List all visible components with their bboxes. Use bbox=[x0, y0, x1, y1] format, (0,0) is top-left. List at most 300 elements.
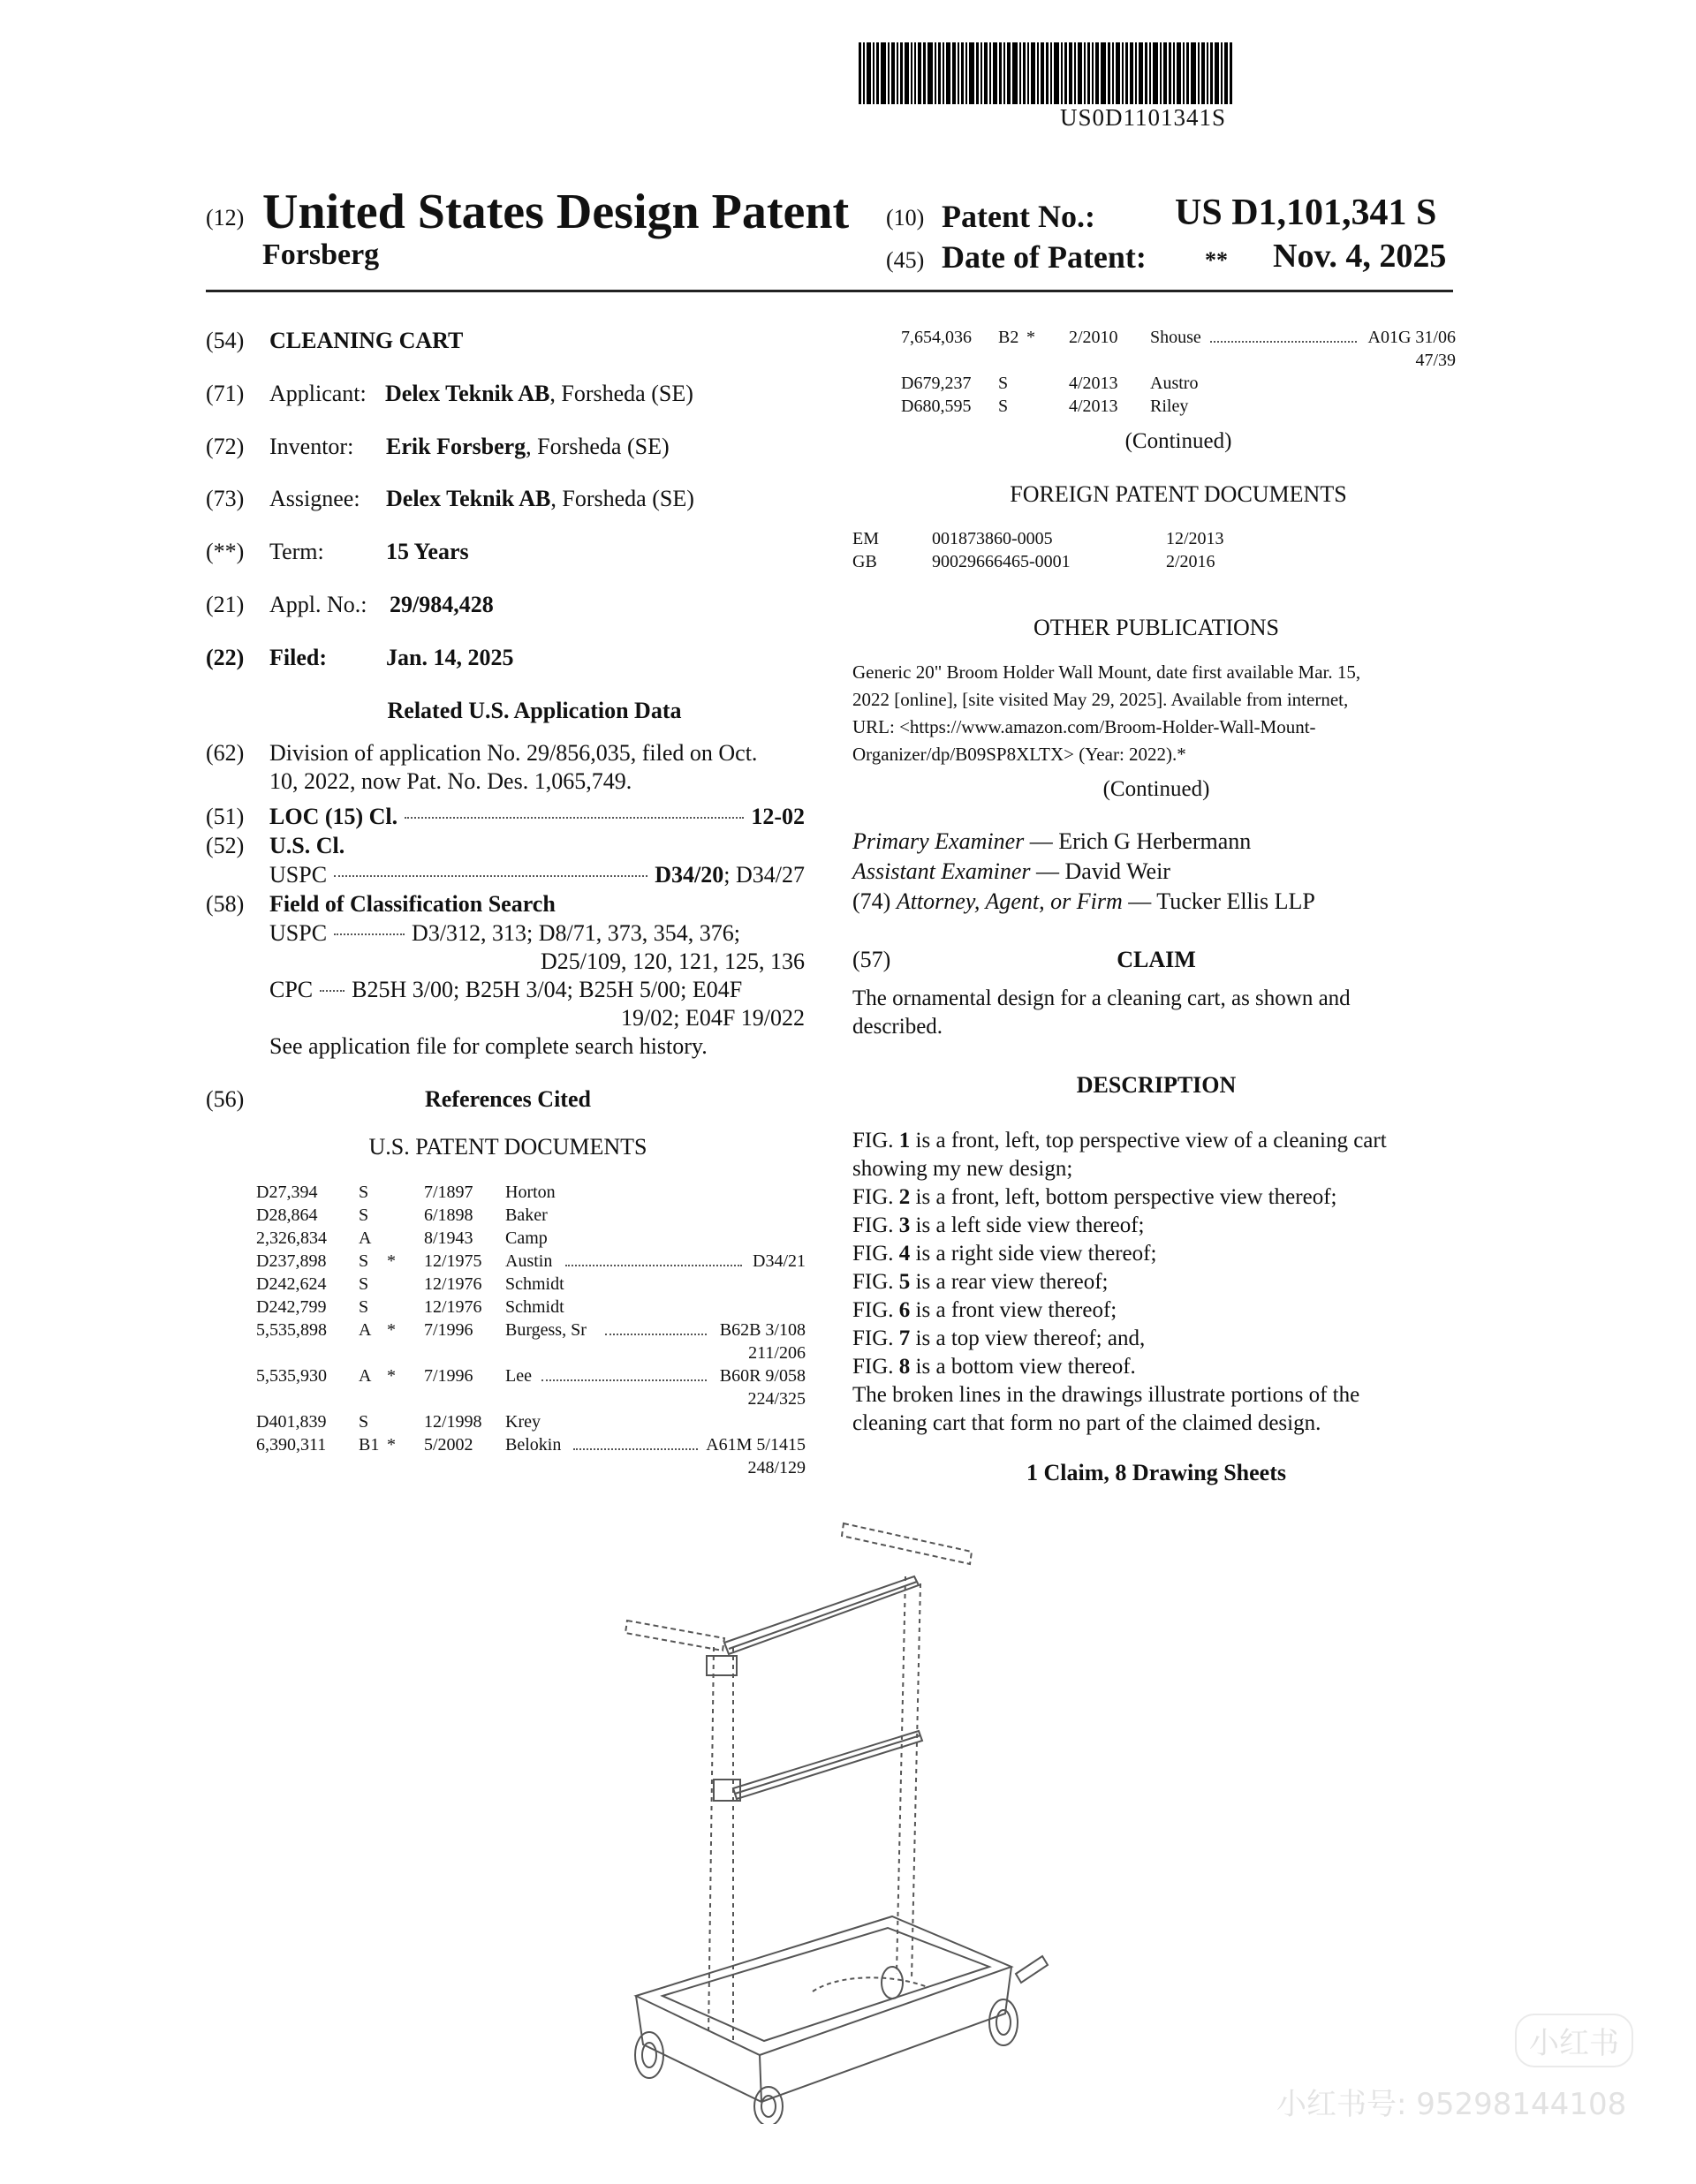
barcode-bar bbox=[1019, 42, 1021, 104]
search-uspc-label: USPC bbox=[269, 920, 328, 946]
barcode-bar bbox=[863, 42, 865, 104]
reference-examiner-mark: * bbox=[387, 1366, 396, 1386]
us-class-label: U.S. Cl. bbox=[269, 833, 345, 858]
barcode-bar bbox=[900, 42, 903, 104]
assistant-examiner-name: — David Weir bbox=[1030, 858, 1170, 884]
claim-text-line-1: The ornamental design for a cleaning cart, as shown and bbox=[852, 986, 1351, 1010]
leader-dots bbox=[334, 933, 405, 935]
reference-kind: A bbox=[359, 1320, 372, 1340]
description-line bbox=[852, 1409, 1456, 1438]
foreign-number: 90029666465-0001 bbox=[932, 552, 1071, 571]
reference-row bbox=[256, 1321, 806, 1344]
reference-number: 5,535,898 bbox=[256, 1320, 327, 1340]
reference-examiner-mark: * bbox=[387, 1320, 396, 1340]
reference-number: 2,326,834 bbox=[256, 1228, 327, 1248]
reference-name: Schmidt bbox=[505, 1297, 564, 1317]
barcode-bar bbox=[976, 42, 979, 104]
applicant-field bbox=[206, 380, 693, 409]
barcode-bar bbox=[1050, 42, 1052, 104]
reference-date: 2/2010 bbox=[1069, 328, 1118, 347]
field-code: (58) bbox=[206, 891, 245, 917]
inventor-surname: Forsberg bbox=[262, 238, 380, 271]
basin bbox=[636, 1916, 1011, 2102]
foreign-references bbox=[852, 530, 1456, 583]
barcode-bar bbox=[938, 42, 941, 104]
fig-caption: is a front view thereof; bbox=[910, 1298, 1117, 1322]
leader-dots bbox=[541, 1379, 707, 1381]
reference-class: A01G 31/06 bbox=[1367, 328, 1456, 347]
foreign-reference-row bbox=[852, 530, 1456, 553]
field-code: (72) bbox=[206, 434, 245, 459]
barcode-bar bbox=[876, 42, 879, 104]
fig-caption: cleaning cart that form no part of the claimed design. bbox=[852, 1411, 1321, 1435]
barcode-bar bbox=[873, 42, 874, 104]
barcode-bar bbox=[1027, 42, 1029, 104]
primary-examiner-label: Primary Examiner bbox=[852, 828, 1025, 854]
wheels bbox=[635, 1967, 1018, 2124]
foreign-country: EM bbox=[852, 529, 879, 548]
barcode-bar bbox=[958, 42, 959, 104]
us-patent-documents-heading: U.S. PATENT DOCUMENTS bbox=[368, 1134, 647, 1160]
field-code: (22) bbox=[206, 645, 245, 670]
document-type-title: United States Design Patent bbox=[262, 185, 850, 239]
publication-line: Organizer/dp/B09SP8XLTX> (Year: 2022).* bbox=[852, 744, 1186, 765]
continued-marker-1: (Continued) bbox=[1124, 429, 1232, 453]
reference-row bbox=[901, 374, 1456, 397]
publication-line: Generic 20" Broom Holder Wall Mount, date first available Mar. 15, bbox=[852, 661, 1361, 683]
reference-number: D237,898 bbox=[256, 1251, 327, 1271]
fig-caption: The broken lines in the drawings illustrate portions of the bbox=[852, 1383, 1360, 1407]
reference-number: D28,864 bbox=[256, 1205, 318, 1225]
barcode-bar bbox=[952, 42, 956, 104]
reference-row bbox=[256, 1436, 806, 1459]
barcode-bar bbox=[881, 42, 886, 104]
filed-field bbox=[206, 644, 513, 673]
barcode-bar bbox=[1130, 42, 1133, 104]
barcode-bar bbox=[918, 42, 921, 104]
barcode-bar bbox=[1095, 42, 1099, 104]
header-rule bbox=[206, 290, 1453, 292]
reference-kind: S bbox=[359, 1205, 369, 1225]
reference-row bbox=[256, 1275, 806, 1298]
reference-name: Riley bbox=[1150, 397, 1189, 416]
watermark-id: 小红书号: 95298144108 bbox=[1276, 2087, 1627, 2122]
fig-prefix: FIG. bbox=[852, 1298, 899, 1322]
fig-number: 1 bbox=[898, 1129, 911, 1152]
reference-date: 7/1897 bbox=[424, 1183, 473, 1202]
barcode-bar bbox=[1210, 42, 1213, 104]
barcode-bar bbox=[1046, 42, 1049, 104]
foreign-number: 001873860-0005 bbox=[932, 529, 1053, 548]
reference-kind: B1 bbox=[359, 1435, 380, 1455]
barcode-bar bbox=[984, 42, 988, 104]
barcode-bar bbox=[1186, 42, 1189, 104]
primary-examiner bbox=[852, 828, 1251, 857]
date-of-patent: Nov. 4, 2025 bbox=[1273, 238, 1447, 275]
barcode-bar bbox=[1101, 42, 1106, 104]
barcode-bar bbox=[989, 42, 991, 104]
inventor-location: , Forsheda (SE) bbox=[526, 434, 670, 459]
barcode-bar bbox=[1149, 42, 1151, 104]
fig-number: 3 bbox=[898, 1213, 911, 1237]
fig-prefix: FIG. bbox=[852, 1242, 899, 1266]
division-field bbox=[206, 739, 757, 768]
barcode-number: US0D1101341S bbox=[1060, 104, 1227, 131]
reference-kind: A bbox=[359, 1366, 372, 1386]
fig-prefix: FIG. bbox=[852, 1129, 899, 1152]
uspc-main-class: D34/20 bbox=[655, 862, 724, 888]
claim-text-line-2: described. bbox=[852, 1015, 943, 1039]
barcode-bar bbox=[1003, 42, 1005, 104]
reference-number: 7,654,036 bbox=[901, 328, 972, 347]
fig-prefix: FIG. bbox=[852, 1355, 899, 1379]
field-code: (**) bbox=[206, 539, 245, 564]
claim-heading: CLAIM bbox=[1117, 947, 1196, 972]
us-class-field bbox=[206, 832, 344, 861]
uspc-class-row bbox=[269, 861, 805, 890]
leader-dots bbox=[565, 1265, 742, 1266]
reference-kind: S bbox=[998, 397, 1009, 416]
barcode-bar bbox=[1007, 42, 1011, 104]
barcode-bar bbox=[1023, 42, 1026, 104]
reference-number: 6,390,311 bbox=[256, 1435, 327, 1455]
search-cpc-line-1: B25H 3/00; B25H 3/04; B25H 5/00; E04F bbox=[352, 977, 743, 1002]
field-code: (52) bbox=[206, 833, 245, 858]
reference-row bbox=[256, 1183, 806, 1206]
fig-caption: is a bottom view thereof. bbox=[910, 1355, 1136, 1379]
fig-caption: is a front, left, bottom perspective view thereof; bbox=[910, 1185, 1337, 1209]
barcode-bar bbox=[867, 42, 871, 104]
leader-dots bbox=[405, 817, 744, 819]
attorney-label: Attorney, Agent, or Firm bbox=[896, 888, 1123, 914]
barcode-bar bbox=[1160, 42, 1162, 104]
reference-name: Horton bbox=[505, 1183, 556, 1202]
appl-no-value: 29/984,428 bbox=[390, 592, 494, 617]
foreign-reference-row bbox=[852, 553, 1456, 576]
fig-number: 6 bbox=[898, 1298, 911, 1322]
filed-value: Jan. 14, 2025 bbox=[386, 645, 514, 670]
search-cpc-line-2: 19/02; E04F 19/022 bbox=[620, 1005, 805, 1031]
date-term-mark: ** bbox=[1205, 247, 1228, 273]
barcode-bar bbox=[1054, 42, 1059, 104]
fig-prefix: FIG. bbox=[852, 1213, 899, 1237]
barcode-bar bbox=[946, 42, 950, 104]
reference-date: 5/2002 bbox=[424, 1435, 473, 1455]
leader-dots bbox=[334, 875, 647, 877]
title-field bbox=[206, 327, 463, 356]
barcode-bar bbox=[1230, 42, 1232, 104]
reference-date: 12/1998 bbox=[424, 1412, 482, 1432]
reference-name: Schmidt bbox=[505, 1274, 564, 1294]
barcode-bar bbox=[1198, 42, 1200, 104]
barcode-bar bbox=[1221, 42, 1223, 104]
upper-rail bbox=[724, 1576, 919, 1654]
inventor-field bbox=[206, 433, 670, 462]
barcode-bar bbox=[1173, 42, 1175, 104]
uspc-label: USPC bbox=[269, 862, 328, 888]
reference-number: D679,237 bbox=[901, 374, 972, 393]
description-line bbox=[852, 1127, 1456, 1155]
reference-name: Lee bbox=[505, 1366, 532, 1386]
appl-no-label: Appl. No.: bbox=[269, 592, 367, 617]
description-line bbox=[852, 1155, 1456, 1183]
barcode-bar bbox=[1207, 42, 1208, 104]
references-cited-heading: References Cited bbox=[425, 1086, 591, 1112]
leader-dots bbox=[1210, 341, 1357, 343]
reference-date: 7/1996 bbox=[424, 1366, 473, 1386]
barcode-bar bbox=[980, 42, 982, 104]
fig-caption: is a left side view thereof; bbox=[910, 1213, 1145, 1237]
patent-no-label: Patent No.: bbox=[942, 199, 1095, 234]
description-line bbox=[852, 1183, 1456, 1212]
reference-row bbox=[256, 1413, 806, 1436]
fig-caption: showing my new design; bbox=[852, 1157, 1073, 1181]
barcode-bar bbox=[1087, 42, 1090, 104]
barcode-bar bbox=[1153, 42, 1158, 104]
barcode-bar bbox=[969, 42, 974, 104]
applicant-label: Applicant: bbox=[269, 381, 367, 406]
reference-date: 4/2013 bbox=[1069, 397, 1118, 416]
reference-name: Camp bbox=[505, 1228, 548, 1248]
description-line bbox=[852, 1325, 1456, 1353]
barcode-bar bbox=[1201, 42, 1205, 104]
applicant-name: Delex Teknik AB bbox=[385, 381, 550, 406]
search-uspc-line-2: D25/109, 120, 121, 125, 136 bbox=[541, 948, 805, 974]
reference-row bbox=[256, 1229, 806, 1252]
reference-name: Burgess, Sr bbox=[505, 1320, 587, 1340]
term-label: Term: bbox=[269, 539, 324, 564]
foreign-documents-heading: FOREIGN PATENT DOCUMENTS bbox=[1010, 481, 1347, 507]
description-heading: DESCRIPTION bbox=[1076, 1072, 1237, 1098]
reference-kind: S bbox=[359, 1412, 369, 1432]
inventor-label: Inventor: bbox=[269, 434, 354, 459]
continued-references bbox=[901, 329, 1456, 426]
reference-row bbox=[901, 397, 1456, 420]
search-field bbox=[206, 890, 556, 919]
description-line bbox=[852, 1296, 1456, 1325]
publication-line: 2022 [online], [site visited May 29, 2025]. Available from internet, bbox=[852, 689, 1349, 710]
leader-dots bbox=[605, 1334, 707, 1335]
primary-examiner-name: — Erich G Herbermann bbox=[1024, 828, 1252, 854]
barcode-bar bbox=[1224, 42, 1228, 104]
fig-caption: is a top view thereof; and, bbox=[910, 1326, 1146, 1350]
term-field bbox=[206, 538, 469, 567]
field-code: (71) bbox=[206, 381, 245, 406]
barcode-bar bbox=[1177, 42, 1181, 104]
barcode-bar bbox=[928, 42, 933, 104]
reference-kind: B2 bbox=[998, 328, 1019, 347]
division-line-1: Division of application No. 29/856,035, filed on Oct. bbox=[269, 740, 758, 766]
fig-number: 7 bbox=[898, 1326, 911, 1350]
assistant-examiner-label: Assistant Examiner bbox=[852, 858, 1031, 884]
barcode-bar bbox=[905, 42, 909, 104]
reference-number: 5,535,930 bbox=[256, 1366, 327, 1386]
reference-kind: S bbox=[359, 1183, 369, 1202]
barcode-bar bbox=[1125, 42, 1128, 104]
code-12: (12) bbox=[206, 205, 245, 230]
reference-class: B62B 3/108 bbox=[719, 1320, 806, 1340]
barcode-bar bbox=[935, 42, 936, 104]
reference-examiner-mark: * bbox=[387, 1435, 396, 1455]
description-line bbox=[852, 1212, 1456, 1240]
assignee-name: Delex Teknik AB bbox=[386, 486, 551, 511]
date-of-patent-label: Date of Patent: bbox=[942, 239, 1147, 275]
reference-class-secondary: 224/325 bbox=[747, 1389, 806, 1409]
loc-class-label: LOC (15) Cl. bbox=[269, 804, 398, 829]
reference-class: A61M 5/1415 bbox=[706, 1435, 806, 1455]
barcode-bar bbox=[961, 42, 964, 104]
upper-bracket bbox=[707, 1656, 737, 1675]
continued-marker-2: (Continued) bbox=[1102, 777, 1210, 801]
reference-kind: A bbox=[359, 1228, 372, 1248]
fig-number: 8 bbox=[898, 1355, 911, 1379]
barcode-bar bbox=[891, 42, 895, 104]
barcode-bar bbox=[1169, 42, 1171, 104]
reference-row bbox=[256, 1298, 806, 1321]
attorney-name: — Tucker Ellis LLP bbox=[1122, 888, 1315, 914]
barcode-bar bbox=[1116, 42, 1120, 104]
field-code: (62) bbox=[206, 740, 245, 766]
field-code: (51) bbox=[206, 804, 245, 829]
other-publications bbox=[852, 659, 1456, 768]
appl-no-field bbox=[206, 591, 494, 620]
description-line bbox=[852, 1268, 1456, 1296]
barcode-bar bbox=[1074, 42, 1076, 104]
search-uspc-row bbox=[269, 919, 805, 948]
barcode-bar bbox=[1145, 42, 1147, 104]
applicant-location: , Forsheda (SE) bbox=[549, 381, 693, 406]
barcode-bar bbox=[999, 42, 1002, 104]
assignee-field bbox=[206, 485, 694, 514]
assignee-location: , Forsheda (SE) bbox=[550, 486, 694, 511]
cleaning-cart-drawing bbox=[601, 1515, 1078, 2124]
reference-examiner-mark: * bbox=[1026, 328, 1035, 347]
barcode-bar bbox=[1069, 42, 1072, 104]
field-code: (73) bbox=[206, 486, 245, 511]
reference-class-secondary: 211/206 bbox=[748, 1343, 806, 1363]
term-value: 15 Years bbox=[386, 539, 469, 564]
barcode-bar bbox=[1037, 42, 1039, 104]
fig-prefix: FIG. bbox=[852, 1326, 899, 1350]
field-code: (54) bbox=[206, 328, 245, 353]
assistant-examiner bbox=[852, 858, 1170, 887]
barcode-bar bbox=[1139, 42, 1143, 104]
search-history-note: See application file for complete search history. bbox=[269, 1033, 708, 1059]
reference-number: D401,839 bbox=[256, 1412, 327, 1432]
reference-name: Shouse bbox=[1150, 328, 1201, 347]
search-cpc-label: CPC bbox=[269, 977, 314, 1002]
filed-label: Filed: bbox=[269, 645, 327, 670]
reference-examiner-mark: * bbox=[387, 1251, 396, 1271]
search-field-label: Field of Classification Search bbox=[269, 891, 556, 917]
reference-number: D27,394 bbox=[256, 1183, 318, 1202]
barcode-bar bbox=[1078, 42, 1082, 104]
barcode-bar bbox=[993, 42, 997, 104]
loc-class-field bbox=[206, 803, 805, 832]
barcode-bar bbox=[1064, 42, 1067, 104]
reference-class: B60R 9/058 bbox=[719, 1366, 806, 1386]
barcode-bar bbox=[1108, 42, 1110, 104]
lower-rail bbox=[733, 1731, 922, 1799]
us-patent-references bbox=[256, 1183, 806, 1484]
publication-line: URL: <https://www.amazon.com/Broom-Holder-Wall-Mount- bbox=[852, 716, 1316, 737]
barcode-bar bbox=[1041, 42, 1044, 104]
reference-kind: S bbox=[359, 1297, 369, 1317]
barcode-bar bbox=[1112, 42, 1114, 104]
references-code: (56) bbox=[206, 1086, 245, 1112]
loc-class-value: 12-02 bbox=[751, 804, 805, 829]
leader-dots bbox=[573, 1448, 698, 1450]
attorney bbox=[852, 888, 1315, 917]
barcode-bar bbox=[1092, 42, 1094, 104]
barcode-bar bbox=[911, 42, 912, 104]
barcode-bar bbox=[914, 42, 916, 104]
barcode-bar bbox=[897, 42, 898, 104]
barcode bbox=[859, 42, 1459, 104]
foreign-country: GB bbox=[852, 552, 877, 571]
inventor-name: Erik Forsberg bbox=[386, 434, 526, 459]
barcode-bar bbox=[859, 42, 861, 104]
claims-and-sheets: 1 Claim, 8 Drawing Sheets bbox=[1026, 1460, 1286, 1485]
barcode-bar bbox=[1183, 42, 1185, 104]
fig-prefix: FIG. bbox=[852, 1185, 899, 1209]
side-handle bbox=[1016, 1956, 1048, 1983]
barcode-bar bbox=[1084, 42, 1086, 104]
claim-code: (57) bbox=[852, 947, 891, 972]
reference-row bbox=[256, 1252, 806, 1275]
barcode-bar bbox=[1215, 42, 1219, 104]
foreign-date: 12/2013 bbox=[1166, 529, 1224, 548]
reference-name: Krey bbox=[505, 1412, 541, 1432]
related-data-heading: Related U.S. Application Data bbox=[387, 698, 682, 723]
barcode-bar bbox=[1012, 42, 1018, 104]
search-cpc-row bbox=[269, 976, 805, 1005]
reference-number: D242,799 bbox=[256, 1297, 327, 1317]
reference-name: Baker bbox=[505, 1205, 548, 1225]
reference-date: 12/1976 bbox=[424, 1274, 482, 1294]
description-line bbox=[852, 1381, 1456, 1409]
barcode-bar bbox=[1031, 42, 1035, 104]
reference-date: 7/1996 bbox=[424, 1320, 473, 1340]
reference-kind: S bbox=[998, 374, 1009, 393]
description-line bbox=[852, 1240, 1456, 1268]
search-uspc-line-1: D3/312, 313; D8/71, 373, 354, 376; bbox=[412, 920, 740, 946]
barcode-bar bbox=[965, 42, 967, 104]
fig-number: 4 bbox=[898, 1242, 911, 1266]
barcode-bar bbox=[943, 42, 944, 104]
reference-name: Austro bbox=[1150, 374, 1199, 393]
reference-date: 8/1943 bbox=[424, 1228, 473, 1248]
fig-caption: is a front, left, top perspective view of a cleaning cart bbox=[910, 1129, 1387, 1152]
description-line bbox=[852, 1353, 1456, 1381]
reference-number: D680,595 bbox=[901, 397, 972, 416]
reference-date: 6/1898 bbox=[424, 1205, 473, 1225]
barcode-bar bbox=[1122, 42, 1124, 104]
barcode-bar bbox=[1191, 42, 1196, 104]
reference-kind: S bbox=[359, 1274, 369, 1294]
barcode-bar bbox=[1061, 42, 1063, 104]
reference-row bbox=[901, 329, 1456, 351]
fig-caption: is a rear view thereof; bbox=[910, 1270, 1109, 1294]
reference-kind: S bbox=[359, 1251, 369, 1271]
uspc-other-class: ; D34/27 bbox=[723, 862, 805, 888]
reference-date: 12/1975 bbox=[424, 1251, 482, 1271]
division-line-2: 10, 2022, now Pat. No. Des. 1,065,749. bbox=[269, 768, 632, 794]
fig-caption: is a right side view thereof; bbox=[910, 1242, 1157, 1266]
reference-name: Belokin bbox=[505, 1435, 562, 1455]
description-body bbox=[852, 1127, 1456, 1438]
fig-number: 2 bbox=[898, 1185, 911, 1209]
